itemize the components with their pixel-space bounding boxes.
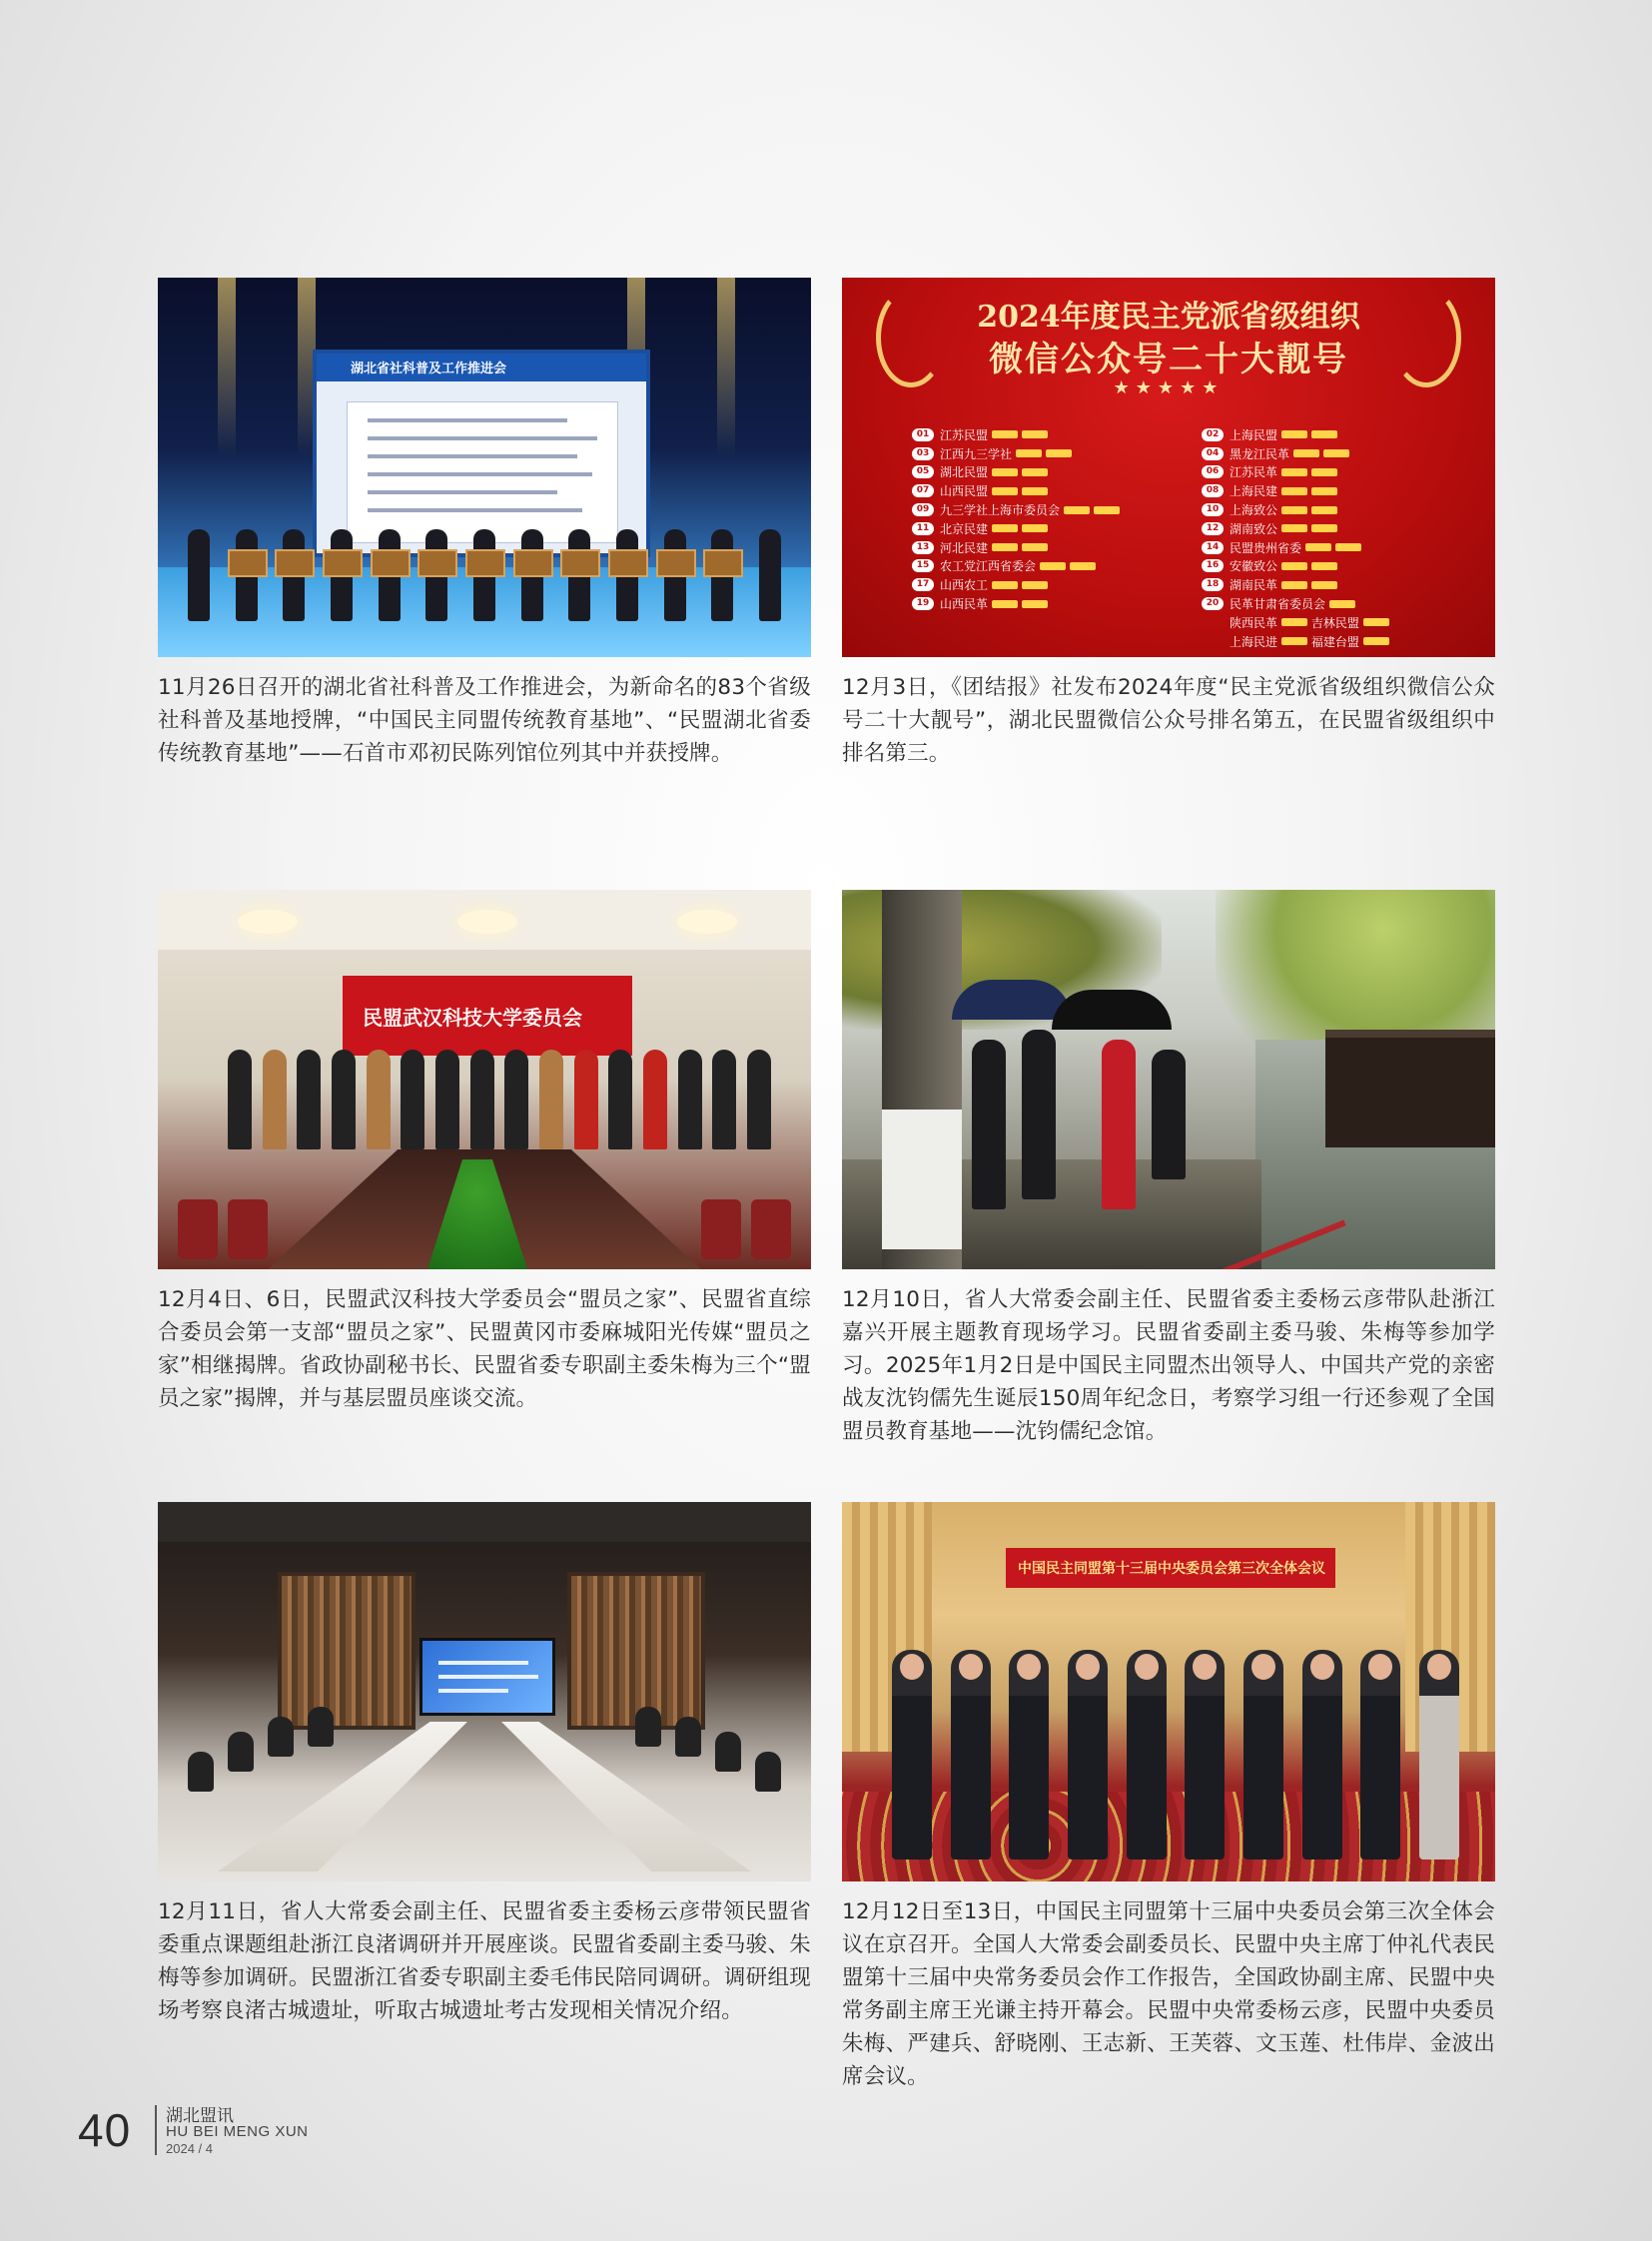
list-item: 03 江西九三学社 (912, 444, 1162, 463)
photo-library-meeting (158, 1502, 811, 1881)
caption-text: 12月10日，省人大常委会副主任、民盟省委主委杨云彦带队赴浙江嘉兴开展主题教育现场学习。民盟省委副主委马骏、朱梅等参加学习。2025年1月2日是中国民主同盟杰出领导人、中国共产党的亲密战友沈钧儒先生诞辰150周年纪念日，考察学习组一行还参观了全国盟员教育基地——沈钧儒纪念馆。 (842, 1287, 1495, 1444)
caption-4 (842, 1283, 1495, 1448)
poster-title-line-2: 微信公众号二十大靓号 (989, 340, 1348, 379)
list-item: 10 上海致公 (1202, 500, 1451, 519)
list-item: 02 上海民盟 (1202, 425, 1451, 444)
list-item: 20 民革甘肃省委员会 (1202, 594, 1451, 613)
list-item: 09 九三学社上海市委员会 (912, 500, 1162, 519)
photo-congress-group (842, 1502, 1495, 1881)
banner-text: 民盟武汉科技大学委员会 (363, 1006, 582, 1030)
photo-item-3 (158, 890, 811, 1415)
ranking-list-right (1202, 425, 1451, 651)
caption-text: 12月3日，《团结报》社发布2024年度“民主党派省级组织微信公众号二十大靓号”，湖北民盟微信公众号排名第五，在民盟省级组织中排名第三。 (842, 675, 1495, 766)
photo-item-6 (842, 1502, 1495, 2093)
magazine-title-cn: 湖北盟讯 (166, 2106, 234, 2126)
caption-text: 11月26日召开的湖北省社科普及工作推进会，为新命名的83个省级社科普及基地授牌，“中国民主同盟传统教育基地”、“民盟湖北省委传统教育基地”——石首市邓初民陈列馆位列其中并获授牌。 (158, 675, 811, 766)
list-item: 08 上海民建 (1202, 481, 1451, 500)
photo-item-2 (842, 278, 1495, 770)
issue-number: 2024 / 4 (166, 2141, 213, 2156)
list-item: 14 民盟贵州省委 (1202, 538, 1451, 557)
caption-text: 12月4日、6日，民盟武汉科技大学委员会“盟员之家”、民盟省直综合委员会第一支部“盟员之家”、民盟黄冈市委麻城阳光传媒“盟员之家”相继揭牌。省政协副秘书长、民盟省委专职副主委朱梅为三个“盟员之家”揭牌，并与基层盟员座谈交流。 (158, 1287, 811, 1411)
list-item: 07 山西民盟 (912, 481, 1162, 500)
photo-item-1 (158, 278, 811, 770)
photo-ranking-poster (842, 278, 1495, 657)
list-item: 16 安徽致公 (1202, 557, 1451, 576)
magazine-title-en: HU BEI MENG XUN (166, 2123, 309, 2140)
list-item: 11 北京民建 (912, 519, 1162, 538)
list-item: 13 河北民建 (912, 538, 1162, 557)
list-item: 01 江苏民盟 (912, 425, 1162, 444)
list-item: 05 湖北民盟 (912, 463, 1162, 482)
list-item: 15 农工党江西省委会 (912, 557, 1162, 576)
list-item: 17 山西农工 (912, 575, 1162, 594)
photo-stage-ceremony (158, 278, 811, 657)
photo-item-4 (842, 890, 1495, 1448)
banner (1006, 1548, 1335, 1588)
caption-6 (842, 1895, 1495, 2093)
stars-icon: ★★★★★ (1113, 377, 1225, 398)
poster-title-line-1: 2024年度民主党派省级组织 (977, 300, 1360, 335)
list-item: 18 湖南民革 (1202, 575, 1451, 594)
caption-text: 12月11日，省人大常委会副主任、民盟省委主委杨云彦带领民盟省委重点课题组赴浙江良渚调研并开展座谈。民盟省委副主委马骏、朱梅等参加调研。民盟浙江省委专职副主委毛伟民陪同调研。调研组现场考察良渚古城遗址，听取古城遗址考古发现相关情况介绍。 (158, 1899, 811, 2023)
photo-lakeside-visit (842, 890, 1495, 1269)
list-item: 陕西民革 吉林民盟 (1202, 613, 1451, 632)
caption-2 (842, 671, 1495, 770)
photo-meeting-room-group (158, 890, 811, 1269)
caption-3 (158, 1283, 811, 1415)
list-item: 19 山西民革 (912, 594, 1162, 613)
page-number: 40 (78, 2104, 132, 2156)
photo-item-5 (158, 1502, 811, 2027)
projection-screen (419, 1638, 555, 1716)
list-item: 04 黑龙江民革 (1202, 444, 1451, 463)
footer-divider (155, 2105, 157, 2155)
list-item: 06 江苏民革 (1202, 463, 1451, 482)
list-item: 12 湖南致公 (1202, 519, 1451, 538)
caption-5 (158, 1895, 811, 2027)
caption-text: 12月12日至13日，中国民主同盟第十三届中央委员会第三次全体会议在京召开。全国人大常委会副委员长、民盟中央主席丁仲礼代表民盟第十三届中央常务委员会作工作报告，全国政协副主席、民盟中央常务副主席王光谦主持开幕会。民盟中央常委杨云彦，民盟中央委员朱梅、严建兵、舒晓刚、王志新、王芙蓉、文玉莲、杜伟岸、金波出席会议。 (842, 1899, 1495, 2089)
caption-1 (158, 671, 811, 770)
screen-title: 湖北省社科普及工作推进会 (351, 362, 507, 376)
list-item: 上海民进 福建台盟 (1202, 632, 1451, 651)
ranking-list-left (912, 425, 1162, 613)
banner-text: 中国民主同盟第十三届中央委员会第三次全体会议 (1018, 1561, 1325, 1577)
